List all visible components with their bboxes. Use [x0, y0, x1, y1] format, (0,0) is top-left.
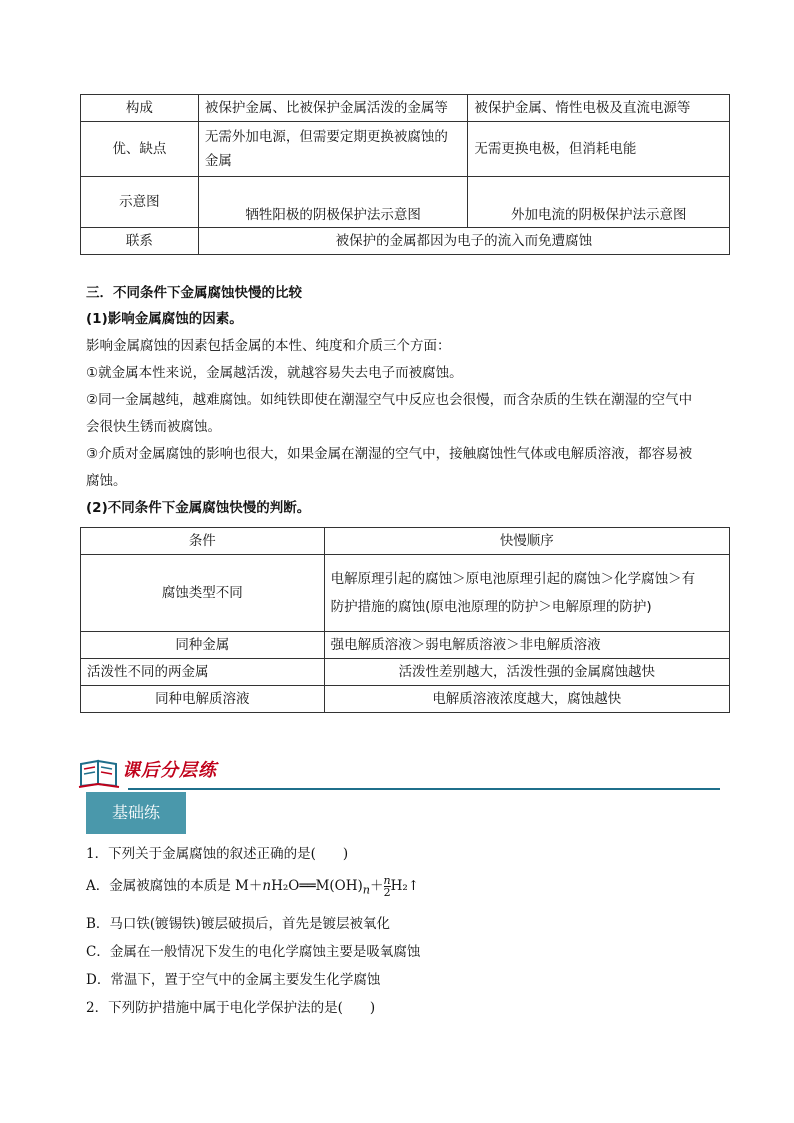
question-1-option-a [86, 874, 726, 903]
table-row [81, 686, 730, 713]
diagram-caption: 外加电流的阴极保护法示意图 [468, 177, 730, 228]
paragraph: ②同一金属越纯，越难腐蚀。如纯铁即使在潮湿空气中反应也会很慢，而含杂质的生铁在潮湿的空气中 [86, 392, 693, 408]
order-cell: 电解质溶液浓度越大，腐蚀越快 [324, 686, 729, 713]
column-header: 条件 [81, 528, 325, 555]
header-divider [128, 788, 720, 790]
cell-line: 无需外加电源，但需要定期更换被腐蚀的 [204, 129, 448, 145]
table-row [81, 632, 730, 659]
subsection-title: (1)影响金属腐蚀的因素。 [86, 311, 243, 327]
row-label: 构成 [81, 95, 199, 122]
level-badge: 基础练 [86, 792, 186, 834]
table-row [81, 228, 730, 255]
formula-text: H₂O══M(OH) [271, 878, 363, 894]
condition-cell: 同种金属 [81, 632, 325, 659]
question-1: 1．下列关于金属腐蚀的叙述正确的是( ) [86, 846, 349, 862]
table-cell: 无需更换电极，但消耗电能 [468, 122, 730, 177]
practice-header-title: 课后分层练 [122, 760, 217, 781]
condition-cell: 活泼性不同的两金属 [81, 659, 325, 686]
question-1-option-c: C．金属在一般情况下发生的电化学腐蚀主要是吸氧腐蚀 [86, 944, 421, 960]
condition-cell: 同种电解质溶液 [81, 686, 325, 713]
column-header: 快慢顺序 [324, 528, 729, 555]
question-1-option-d: D．常温下，置于空气中的金属主要发生化学腐蚀 [86, 972, 381, 988]
cell-line: 防护措施的腐蚀(原电池原理的防护＞电解原理的防护) [330, 599, 652, 615]
question-2: 2．下列防护措施中属于电化学保护法的是( ) [86, 1000, 376, 1016]
table-row [81, 659, 730, 686]
protection-methods-table [80, 94, 730, 255]
table-cell [198, 122, 468, 177]
table-row [81, 122, 730, 177]
table-row [81, 95, 730, 122]
paragraph: ③介质对金属腐蚀的影响也很大，如果金属在潮湿的空气中，接触腐蚀性气体或电解质溶液，都容易被 [86, 446, 693, 462]
paragraph: 腐蚀。 [86, 473, 127, 489]
paragraph: 影响金属腐蚀的因素包括金属的本性、纯度和介质三个方面： [86, 338, 451, 354]
section-title: 三．不同条件下金属腐蚀快慢的比较 [86, 285, 302, 301]
subsection-title: (2)不同条件下金属腐蚀快慢的判断。 [86, 500, 311, 516]
cell-line: 金属 [204, 153, 232, 169]
question-1-option-b: B．马口铁(镀锡铁)镀层破损后，首先是镀层被氧化 [86, 916, 390, 932]
row-label: 优、缺点 [81, 122, 199, 177]
table-cell: 被保护金属、惰性电极及直流电源等 [468, 95, 730, 122]
table-header-row [81, 528, 730, 555]
cell-line: 电解原理引起的腐蚀＞原电池原理引起的腐蚀＞化学腐蚀＞有 [330, 571, 696, 587]
fraction-numerator: n [383, 874, 391, 887]
formula-subscript: n [362, 883, 371, 897]
book-icon [78, 758, 120, 788]
row-label: 示意图 [81, 177, 199, 228]
formula-fraction [384, 875, 391, 898]
table-cell: 被保护的金属都因为电子的流入而免遭腐蚀 [198, 228, 729, 255]
diagram-caption: 牺牲阳极的阴极保护法示意图 [198, 177, 468, 228]
order-cell [324, 555, 729, 632]
fraction-denominator: 2 [383, 886, 391, 899]
table-row [81, 555, 730, 632]
table-row [81, 177, 730, 228]
order-cell: 活泼性差别越大，活泼性强的金属腐蚀越快 [324, 659, 729, 686]
formula-plus: ＋ [370, 878, 384, 894]
corrosion-speed-table [80, 527, 730, 713]
condition-cell: 腐蚀类型不同 [81, 555, 325, 632]
order-cell: 强电解质溶液＞弱电解质溶液＞非电解质溶液 [324, 632, 729, 659]
paragraph: ①就金属本性来说，金属越活泼，就越容易失去电子而被腐蚀。 [86, 365, 463, 381]
formula-var: n [262, 878, 272, 894]
formula-text: H₂↑ [390, 878, 420, 894]
paragraph: 会很快生锈而被腐蚀。 [86, 419, 221, 435]
row-label: 联系 [81, 228, 199, 255]
table-cell: 被保护金属、比被保护金属活泼的金属等 [198, 95, 468, 122]
option-text: A．金属被腐蚀的本质是 M＋ [86, 878, 263, 894]
